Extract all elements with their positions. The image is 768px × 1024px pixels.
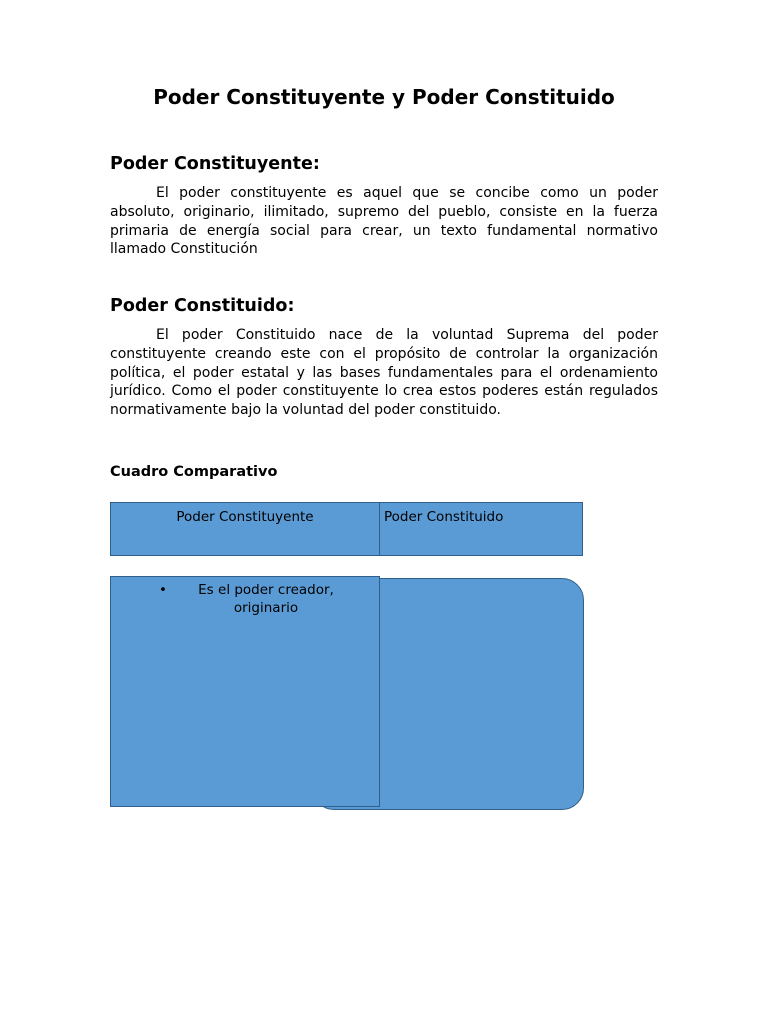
list-item xyxy=(111,581,379,617)
list-item-text: Es el poder creador, originario xyxy=(198,582,334,616)
section-heading-poder-constituyente: Poder Constituyente: xyxy=(110,154,320,174)
page-title: Poder Constituyente y Poder Constituido xyxy=(153,85,615,109)
comparison-heading: Cuadro Comparativo xyxy=(110,464,278,480)
column-header-constituyente: Poder Constituyente xyxy=(111,503,380,555)
paragraph-poder-constituyente: El poder constituyente es aquel que se concibe como un poder absoluto, originario, ilimitado, supremo del pueblo, consiste en la fuerza primaria de energía social para crear, un texto fundamental normativo llamado Constitución xyxy=(110,185,658,258)
constituyente-content-box xyxy=(110,576,380,807)
paragraph-poder-constituido: El poder Constituido nace de la voluntad Suprema del poder constituyente creando este con el propósito de controlar la organización política, el poder estatal y las bases fundamentales para el ordenamiento jurídico. Como el poder constituyente lo crea estos poderes están regulados normativamente bajo la voluntad del poder constituido. xyxy=(110,327,658,419)
section-heading-poder-constituido: Poder Constituido: xyxy=(110,296,295,316)
bullet-icon: • xyxy=(159,582,167,598)
comparison-header-row xyxy=(110,502,583,556)
column-header-constituido: Poder Constituido xyxy=(384,509,504,525)
